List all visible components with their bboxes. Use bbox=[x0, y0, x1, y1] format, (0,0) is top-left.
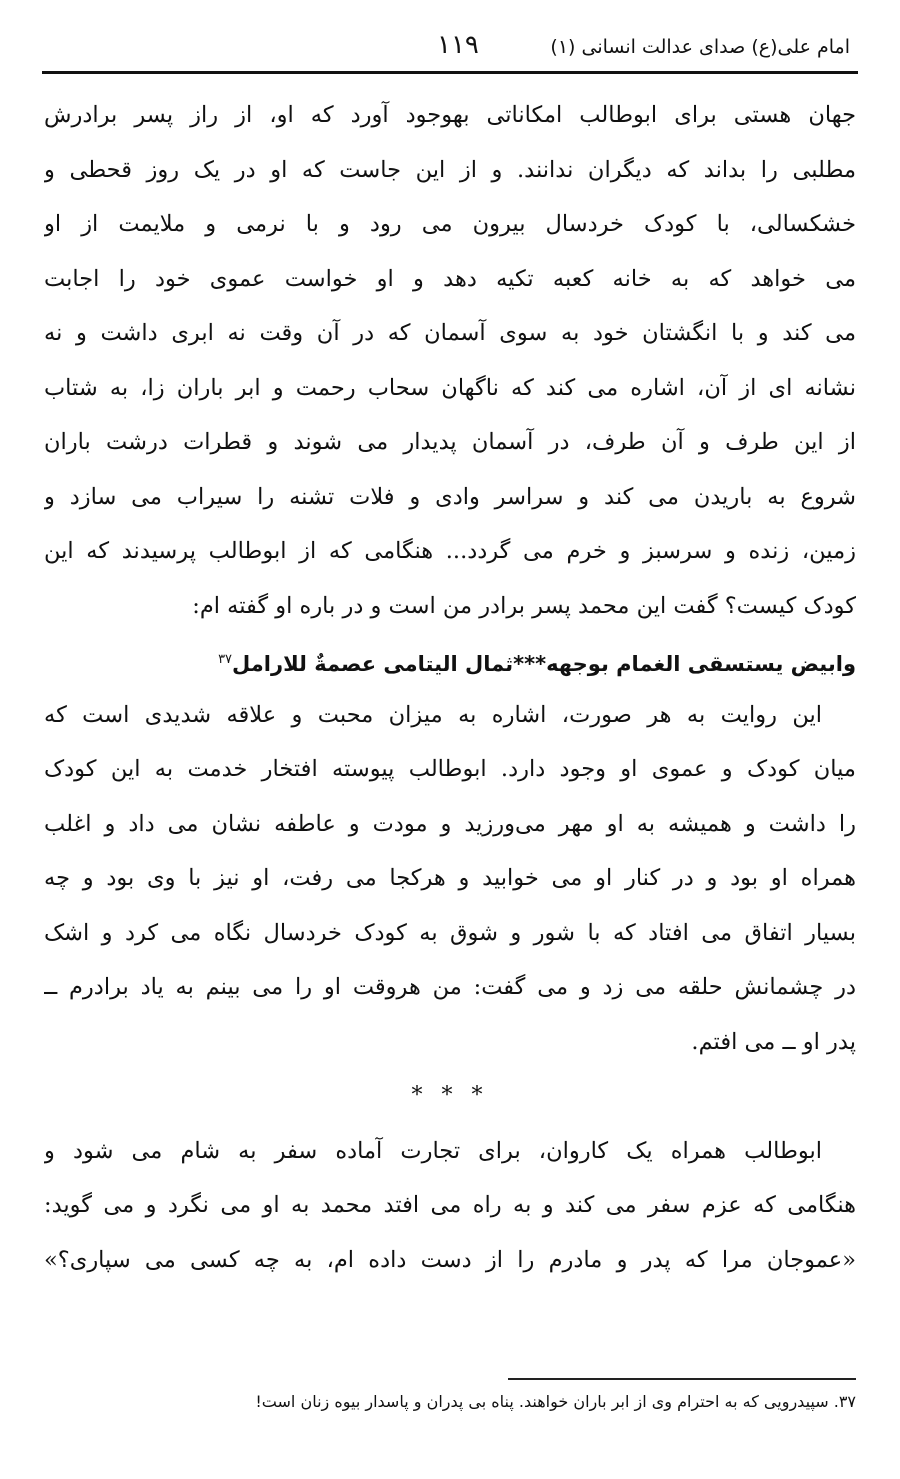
text-line: بسیار اتفاق می افتاد که با شور و شوق به کودک خردسال نگاه می کرد و اشک bbox=[44, 919, 856, 946]
text-line: خشکسالی، با کودک خردسال بیرون می رود و با نرمی و ملایمت از او bbox=[44, 211, 856, 237]
text-line: هنگامی که عزم سفر می کند و به راه می افتد محمد به او می نگرد و می گوید: bbox=[44, 1192, 856, 1218]
verse-text: وابیض یستسقی الغمام بوجهه***ثمال الیتامی عصمةٌ للارامل bbox=[232, 652, 856, 676]
text-line: «عموجان مرا که پدر و مادرم را از دست داده ام، به چه کسی می سپاری؟» bbox=[44, 1246, 856, 1273]
footnote-reference: ۳۷ bbox=[218, 652, 233, 667]
text-line: این روایت به هر صورت، اشاره به میزان محبت و علاقه شدیدی است که bbox=[44, 701, 822, 728]
text-line: کودک کیست؟ گفت این محمد پسر برادر من است و در باره او گفته ام: bbox=[192, 592, 856, 619]
footnote: ۳۷. سپیدرویی که به احترام وی از ابر باران خواهند. پناه بی پدران و پاسدار بیوه زنان است! bbox=[255, 1392, 856, 1411]
text-line: می کند و با انگشتان خود به سوی آسمان که در آن وقت نه ابری داشت و نه bbox=[44, 320, 856, 346]
text-line: می خواهد که به خانه کعبه تکیه دهد و او خواست عموی خود را اجابت bbox=[44, 265, 856, 292]
poem-verse bbox=[44, 633, 856, 688]
text-line: نشانه ای از آن، اشاره می کند که ناگهان سحاب رحمت و ابر باران زا، به شتاب bbox=[44, 374, 856, 401]
text-line: میان کودک و عموی او وجود دارد. ابوطالب پیوسته افتخار خدمت به این کودک bbox=[44, 756, 856, 782]
text-line: پدر او ــ می افتم. bbox=[691, 1028, 856, 1055]
page-number: ۱۱۹ bbox=[437, 30, 479, 60]
header-rule bbox=[42, 71, 858, 74]
text-line: ابوطالب همراه یک کاروان، برای تجارت آماده سفر به شام می شود و bbox=[44, 1137, 822, 1164]
text-line: در چشمانش حلقه می زد و می گفت: من هروقت او را می بینم به یاد برادرم ــ bbox=[44, 974, 856, 1000]
main-text bbox=[44, 88, 856, 1287]
text-line: زمین، زنده و سرسبز و خرم می گردد... هنگامی که از ابوطالب پرسیدند که این bbox=[44, 538, 856, 564]
text-line: شروع به باریدن می کند و سراسر وادی و فلات تشنه را سیراب می سازد و bbox=[44, 483, 856, 510]
running-title: امام علی(ع) صدای عدالت انسانی (۱) bbox=[550, 36, 850, 58]
section-separator: * * * bbox=[411, 1083, 489, 1108]
text-line: مطلبی را بداند که دیگران ندانند. و از این جاست که او در یک روز قحطی و bbox=[44, 156, 856, 183]
text-line: جهان هستی برای ابوطالب امکاناتی بهوجود آورد که او، از راز پسر برادرش bbox=[44, 102, 856, 128]
text-line: همراه او بود و در کنار او می خوابید و هرکجا می رفت، او نیز با وی بود و چه bbox=[44, 865, 856, 891]
text-line: را داشت و همیشه به او مهر می‌ورزید و مودت و عاطفه نشان می داد و اغلب bbox=[44, 810, 856, 837]
text-line: از این طرف و آن طرف، در آسمان پدیدار می شوند و قطرات درشت باران bbox=[44, 429, 856, 455]
footnote-rule bbox=[508, 1378, 856, 1380]
page-header bbox=[42, 32, 858, 72]
